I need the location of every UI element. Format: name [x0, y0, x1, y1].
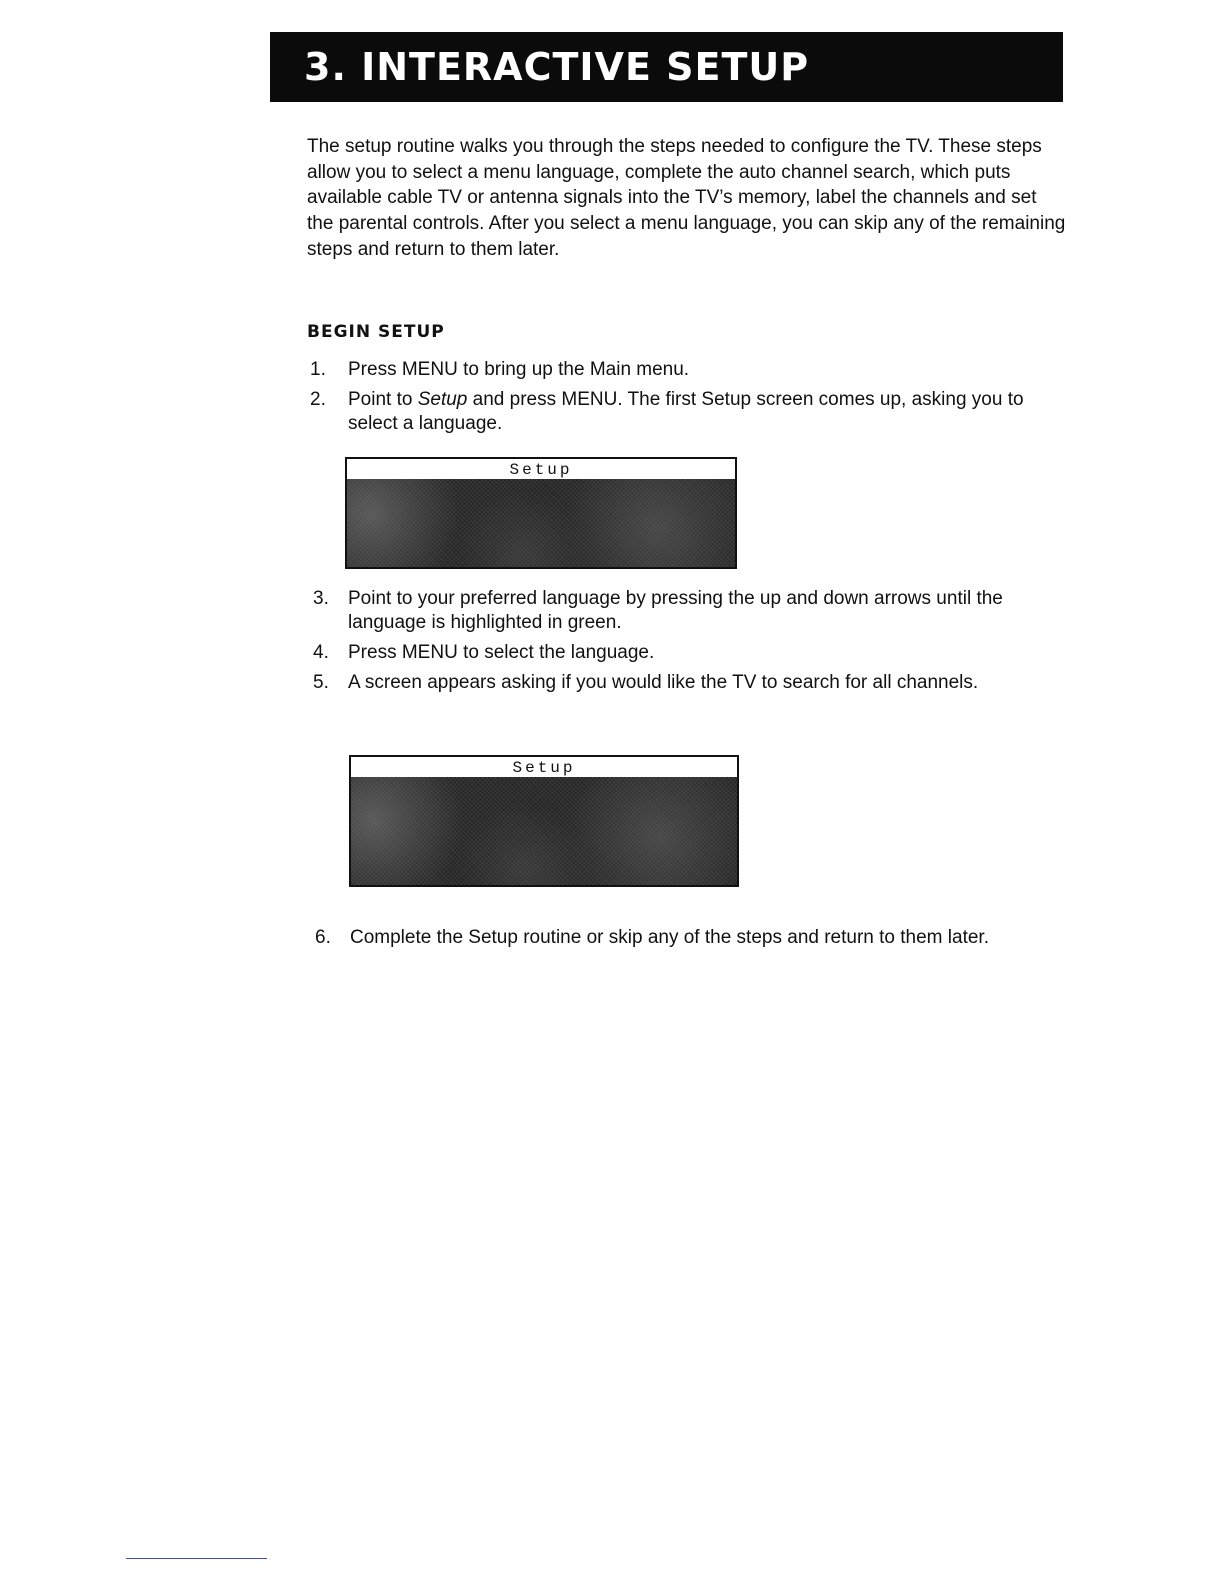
screen-image: [351, 777, 737, 885]
step-number: 5.: [313, 672, 329, 693]
chapter-title-bar: [270, 32, 1063, 102]
step-text-part: Point to: [348, 389, 418, 410]
step-number: 2.: [310, 389, 326, 410]
step-text: Press MENU to select the language.: [348, 642, 655, 663]
step-text: A screen appears asking if you would like the TV to search for all channels.: [348, 672, 979, 693]
step-1: [310, 358, 1050, 382]
step-6: [315, 926, 1055, 950]
screen-image: [347, 479, 735, 567]
footnote-divider: [126, 1558, 267, 1559]
step-text: Press MENU to bring up the Main menu.: [348, 359, 690, 380]
menu-item-reference: Setup: [417, 389, 468, 410]
step-number: 1.: [310, 359, 326, 380]
chapter-title: 3. INTERACTIVE SETUP: [304, 45, 810, 89]
step-3: [313, 587, 1053, 635]
step-text: Point to your preferred language by pressing the up and down arrows until the language is highlighted in green.: [348, 588, 1003, 633]
step-number: 3.: [313, 588, 329, 609]
step-5: [313, 671, 1003, 695]
intro-paragraph: The setup routine walks you through the steps needed to configure the TV. These steps allow you to select a menu language, complete the auto channel search, which puts available cable TV or antenna signals into the TV’s memory, label the channels and set the parental controls. After you select a menu language, you can skip any of the remaining steps and return to them later.: [307, 136, 1066, 260]
step-text: Complete the Setup routine or skip any of the steps and return to them later.: [350, 927, 989, 948]
step-2: [310, 388, 1050, 436]
setup-screen-language: [345, 457, 737, 569]
step-text: [348, 388, 1050, 436]
section-heading: BEGIN SETUP: [307, 322, 445, 342]
screen-title: Setup: [347, 459, 735, 479]
step-4: [313, 641, 1053, 665]
screen-title: Setup: [351, 757, 737, 777]
step-number: 4.: [313, 642, 329, 663]
step-number: 6.: [315, 927, 331, 948]
setup-screen-channel-search: [349, 755, 739, 887]
step-text-part: and press MENU. The first Setup screen comes up, asking you to select a language.: [348, 389, 1024, 434]
